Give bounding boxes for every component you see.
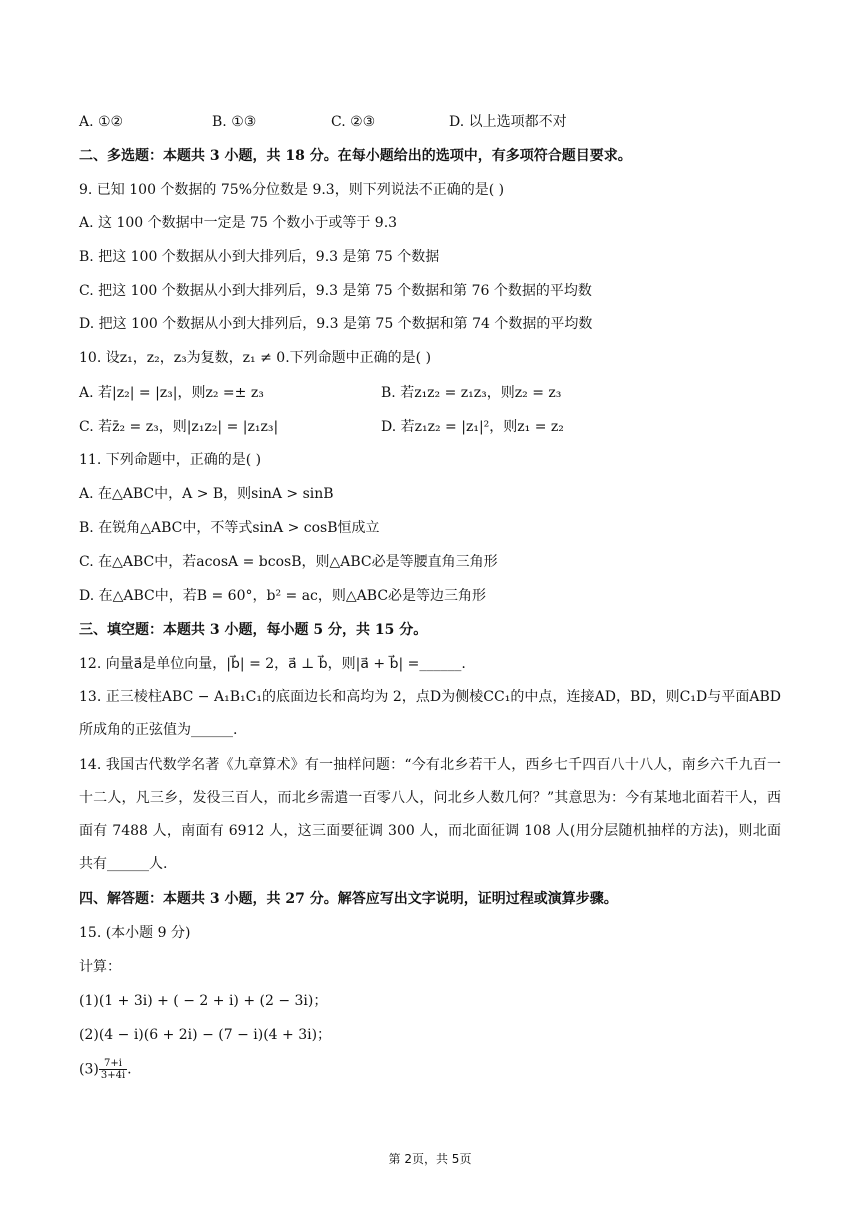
q10-option-d: D. 若z₁z₂ = |z₁|²，则z₁ = z₂ bbox=[381, 419, 564, 435]
q8-option-d: D. 以上选项都不对 bbox=[449, 114, 567, 130]
fraction-numerator: 7+i bbox=[99, 1058, 127, 1070]
q8-option-b: B. ①③ bbox=[212, 114, 257, 130]
section-4-heading: 四、解答题：本题共 3 小题，共 27 分。解答应写出文字说明，证明过程或演算步骤。 bbox=[79, 891, 618, 907]
q10-stem: 10. 设z₁，z₂，z₃为复数，z₁ ≠ 0.下列命题中正确的是( ) bbox=[79, 350, 432, 366]
q11-option-b: B. 在锐角△ABC中，不等式sinA > cosB恒成立 bbox=[79, 520, 380, 536]
q15-part-1: (1)(1 + 3i) + ( − 2 + i) + (2 − 3i)； bbox=[79, 993, 328, 1009]
q11-option-d: D. 在△ABC中，若B = 60°，b² = ac，则△ABC必是等边三角形 bbox=[79, 588, 487, 604]
q15-part-3-label: (3) bbox=[79, 1061, 99, 1078]
q15-part-3-fraction bbox=[99, 1058, 127, 1081]
section-2-heading: 二、多选题：本题共 3 小题，共 18 分。在每小题给出的选项中，有多项符合题目要求。 bbox=[79, 148, 632, 164]
q14: 14. 我国古代数学名著《九章算术》有一抽样问题：“今有北乡若干人，西乡七千四百八十八人，南乡六千九百一十二人，凡三乡，发役三百人，而北乡需遣一百零八人，问北乡人数几何？”其意思为：今有某地北面若干人，西面有 7488 人，南面有 6912 人，这三面要征调 300 人，而北面征调 108 人(用分层随机抽样的方法)，则北面共有______人. bbox=[79, 757, 781, 872]
q8-option-a: A. ①② bbox=[79, 114, 124, 130]
q9-option-d: D. 把这 100 个数据从小到大排列后，9.3 是第 75 个数据和第 74 个数据的平均数 bbox=[79, 316, 593, 332]
fraction-denominator: 3+4i bbox=[100, 1070, 126, 1081]
q11-option-a: A. 在△ABC中，A > B，则sinA > sinB bbox=[79, 486, 334, 502]
page-footer: 第 2页，共 5页 bbox=[388, 1152, 472, 1166]
q9-option-c: C. 把这 100 个数据从小到大排列后，9.3 是第 75 个数据和第 76 个数据的平均数 bbox=[79, 283, 592, 299]
q10-option-a: A. 若|z₂| = |z₃|，则z₂ =± z₃ bbox=[79, 385, 264, 401]
q12: 12. 向量a⃗是单位向量，|b⃗| = 2，a⃗ ⊥ b⃗，则|a⃗ + b⃗| =______. bbox=[79, 656, 466, 672]
q9-option-a: A. 这 100 个数据中一定是 75 个数小于或等于 9.3 bbox=[79, 215, 398, 231]
q13: 13. 正三棱柱ABC − A₁B₁C₁的底面边长和高均为 2，点D为侧棱CC₁的中点，连接AD，BD，则C₁D与平面ABD所成角的正弦值为______. bbox=[79, 689, 781, 738]
q11-stem: 11. 下列命题中，正确的是( ) bbox=[79, 452, 262, 468]
q9-option-b: B. 把这 100 个数据从小到大排列后，9.3 是第 75 个数据 bbox=[79, 249, 440, 265]
q11-option-c: C. 在△ABC中，若acosA = bcosB，则△ABC必是等腰直角三角形 bbox=[79, 554, 498, 570]
section-3-heading: 三、填空题：本题共 3 小题，每小题 5 分，共 15 分。 bbox=[79, 622, 428, 638]
q15-intro: 计算： bbox=[79, 959, 121, 975]
q15-part-2: (2)(4 − i)(6 + 2i) − (7 − i)(4 + 3i)； bbox=[79, 1027, 332, 1043]
q10-option-c: C. 若z̄₂ = z₃，则|z₁z₂| = |z₁z₃| bbox=[79, 419, 279, 435]
q8-option-c: C. ②③ bbox=[331, 114, 376, 130]
q9-stem: 9. 已知 100 个数据的 75%分位数是 9.3，则下列说法不正确的是( ) bbox=[79, 182, 505, 198]
q15-stem: 15. (本小题 9 分) bbox=[79, 925, 191, 941]
q15-part-3-end: . bbox=[127, 1061, 132, 1078]
q10-option-b: B. 若z₁z₂ = z₁z₃，则z₂ = z₃ bbox=[381, 385, 562, 401]
q15-part-3 bbox=[79, 1058, 132, 1081]
